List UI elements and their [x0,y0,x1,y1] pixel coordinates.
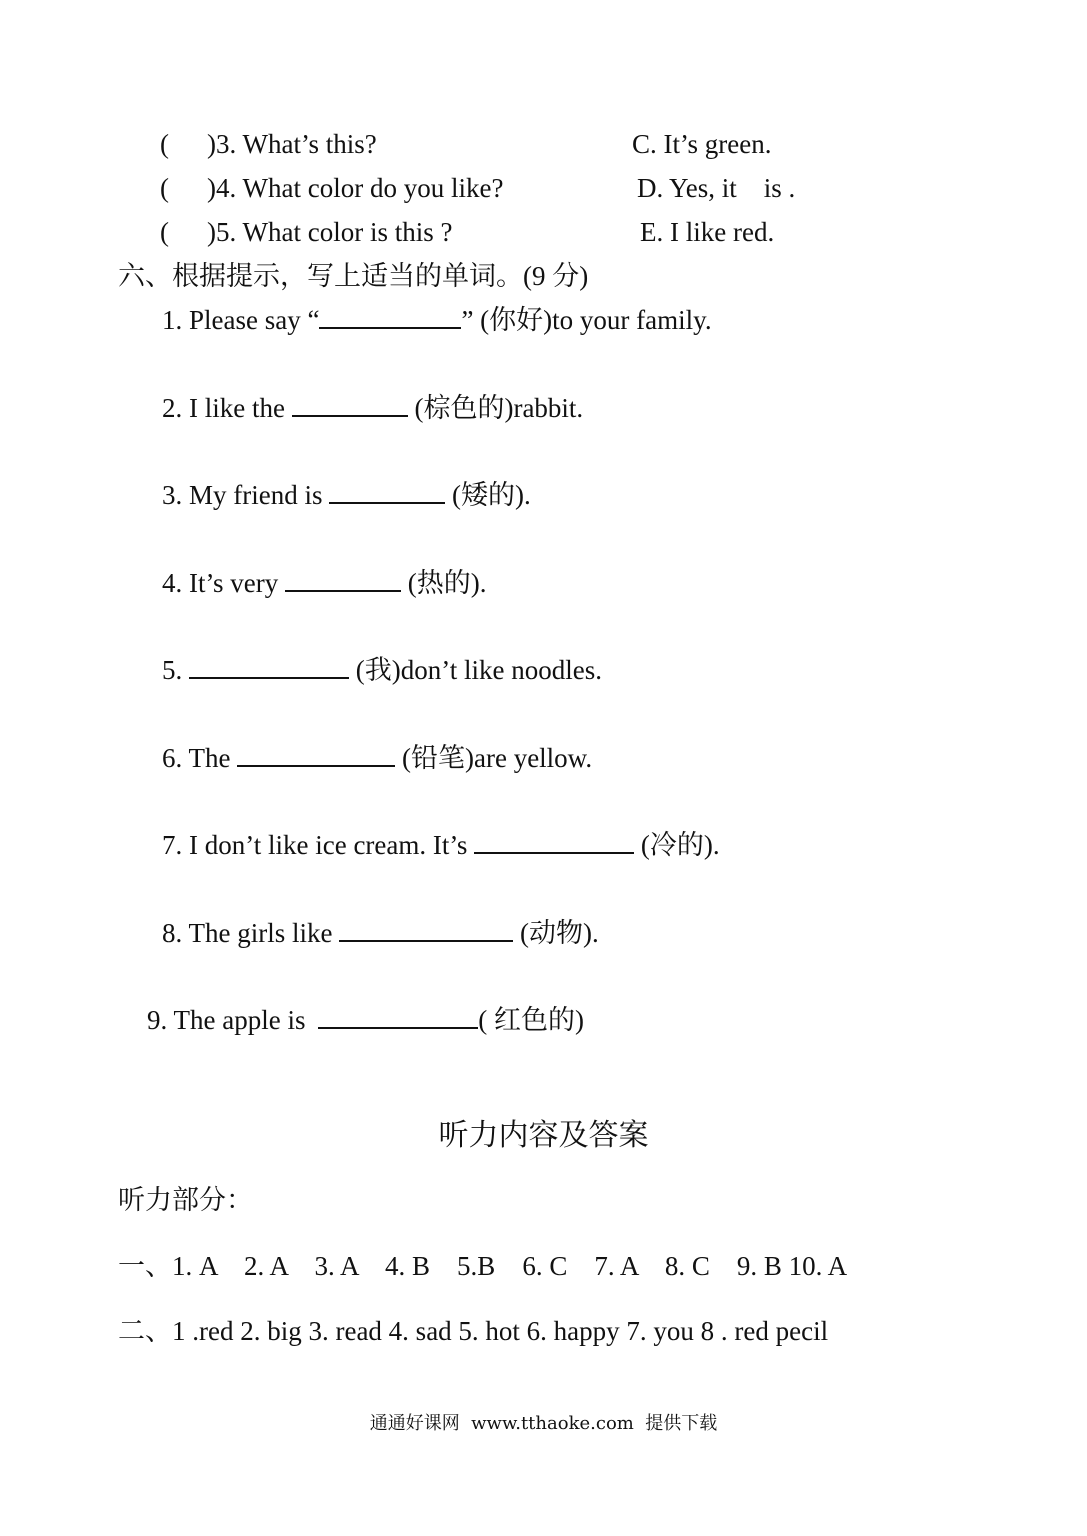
answer-blank[interactable] [474,828,634,854]
paren-close: ) [207,129,216,159]
answer-blank[interactable] [318,1003,478,1029]
answers-title: 听力内容及答案 [438,1119,649,1152]
fill-item-8: 8. The girls like (动物). [162,918,599,948]
answer-line-2: 二、1 .red 2. big 3. read 4. sad 5. hot 6. happy 7. you 8 . red pecil [118,1316,829,1346]
match-answer-e: E. I like red. [640,217,775,247]
fill-item-3: 3. My friend is (矮的). [162,480,531,510]
fill-item-6: 6. The (铅笔)are yellow. [162,743,593,773]
answer-blank[interactable] [319,303,461,329]
fill-item-5: 5. (我)don’t like noodles. [162,655,602,685]
answer-line-1: 一、1. A 2. A 3. A 4. B 5.B 6. C 7. A 8. C 9. B 10. A [118,1251,848,1281]
answer-blank[interactable] [329,478,445,504]
fill-item-2: 2. I like the (棕色的)rabbit. [162,393,584,423]
page-footer: 通通好课网 www.tthaoke.com 提供下载 [369,1413,718,1434]
paren-close: ) [207,173,216,203]
paren-open: ( [160,217,169,247]
paren-open: ( [160,129,169,159]
answer-blank[interactable] [237,741,395,767]
match-row-3 [160,128,377,160]
match-row-4 [160,172,503,204]
paren-close: ) [207,217,216,247]
paren-open: ( [160,173,169,203]
answer-blank[interactable] [339,916,513,942]
answer-blank[interactable] [292,391,408,417]
fill-item-1: 1. Please say “ ” (你好)to your family. [162,305,712,335]
answer-blank[interactable] [189,653,349,679]
match-question: 4. What color do you like? [216,173,504,203]
section6-title: 六、根据提示，写上适当的单词。(9 分) [118,261,589,291]
match-question: 3. What’s this? [216,129,377,159]
match-answer-d: D. Yes, it is . [637,173,796,203]
match-question: 5. What color is this ? [216,217,453,247]
fill-item-7: 7. I don’t like ice cream. It’s (冷的). [162,830,720,860]
fill-item-4: 4. It’s very (热的). [162,568,487,598]
answer-blank[interactable] [285,566,401,592]
listening-subtitle: 听力部分： [118,1185,253,1215]
fill-item-9: 9. The apple is ( 红色的) [147,1005,584,1035]
match-row-5 [160,216,452,248]
match-answer-c: C. It’s green. [632,129,772,159]
